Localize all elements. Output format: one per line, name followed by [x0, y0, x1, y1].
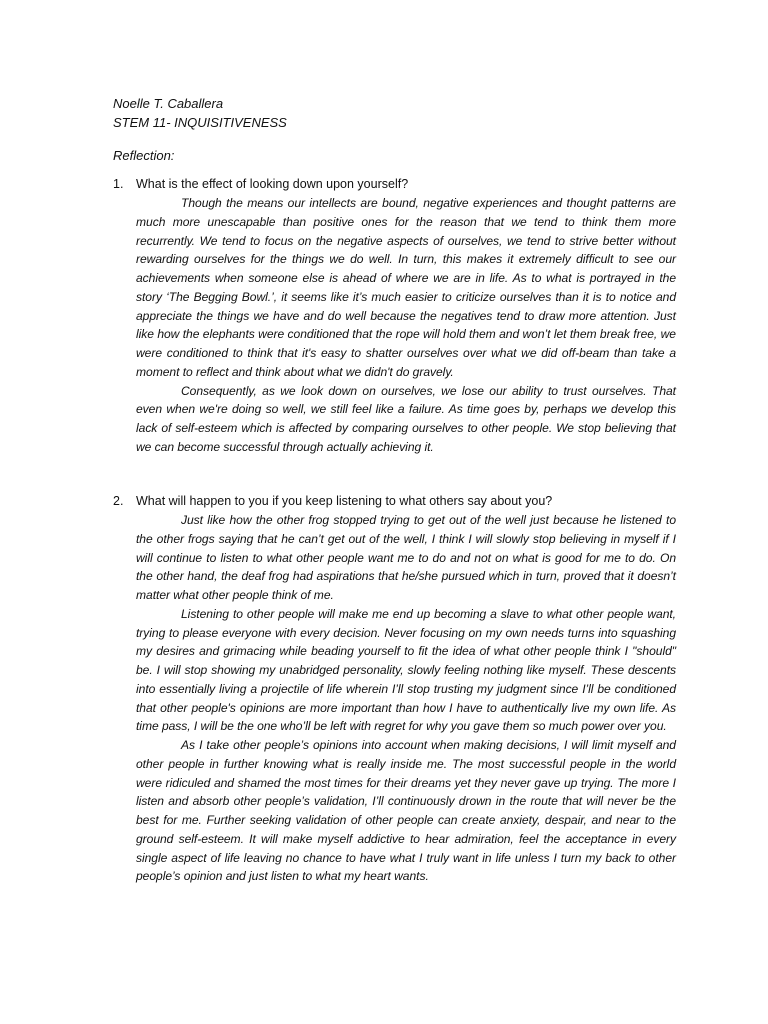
author-name: Noelle T. Caballera — [113, 96, 224, 111]
answer-paragraph: Listening to other people will make me end up becoming a slave to what other people want, trying to please everyone with every decision. Never focusing on my own needs turns into squashing my desires and grimacing while beading yourself to fit the idea of what other people think I "should" be. I will stop showing my unabridged personality, slowly feeling nothing like myself. These descents into essentially living a projectile of life wherein I’ll stop trusting my judgment since I’ll be conditioned that other people's opinions are more important than how I have to authentically live my own life. As time pass, I will be the one who’ll be left with regret for why you gave them so much power over you. — [136, 606, 676, 734]
section-title: STEM 11- INQUISITIVENESS — [113, 115, 287, 130]
answer-paragraph: Though the means our intellects are bound, negative experiences and thought patterns are much more unescapable than positive ones for the reason that we tend to think them more recurrently. We tend to focus on the negative aspects of ourselves, we tend to strive better without rewarding ourselves for the things we do well. In turn, this makes it extremely difficult to see our achievements when someone else is ahead of where we are in life. As to what is portrayed in the story ‘The Begging Bowl.’, it seems like it’s much easier to criticize ourselves than it is to notice and appreciate the things we have and do well because the negatives tend to draw more attention. Just like how the elephants were conditioned that the rope will hold them and won’t let them break free, we were conditioned to think that it's easy to shatter ourselves over what we did off-beam than take a moment to reflect and think about what we didn't do gravely. — [136, 196, 676, 379]
answer-body — [136, 511, 676, 886]
question-text: What is the effect of looking down upon yourself? — [136, 177, 409, 191]
reflection-label: Reflection: — [113, 148, 175, 163]
question-text: What will happen to you if you keep listening to what others say about you? — [136, 494, 553, 508]
answer-paragraph: As I take other people’s opinions into account when making decisions, I will limit myself and other people in further knowing what is really inside me. The most successful people in the world were ridiculed and shamed the most times for their dreams yet they never gave up trying. The more I listen and absorb other people’s validation, I’ll continuously drown in the route that will never be the best for me. Further seeking validation of other people can create anxiety, despair, and near to the ground self-esteem. It will make myself addictive to hear admiration, feel the acceptance in every single aspect of life leaving no chance to have what I truly want in life unless I turn my back to other people’s opinion and just listen to what my heart wants. — [136, 738, 676, 884]
document-header — [113, 94, 673, 132]
question-number: 2. — [113, 494, 124, 508]
answer-body — [136, 194, 676, 457]
answer-paragraph: Just like how the other frog stopped trying to get out of the well just because he listened to the other frogs saying that he can’t get out of the well, I think I will slowly stop believing in myself if I will continue to listen to what other people want me to do and not on what is good for me to do. On the other hand, the deaf frog had aspirations that he/she pursued which in turn, proved that it doesn’t matter what other people think of me. — [136, 513, 676, 602]
question-number: 1. — [113, 177, 124, 191]
answer-paragraph: Consequently, as we look down on ourselves, we lose our ability to trust ourselves. That even when we're doing so well, we still feel like a failure. As time goes by, perhaps we develop this lack of self-esteem which is affected by comparing ourselves to other people. We stop believing that we can become successful through actually achieving it. — [136, 383, 676, 454]
